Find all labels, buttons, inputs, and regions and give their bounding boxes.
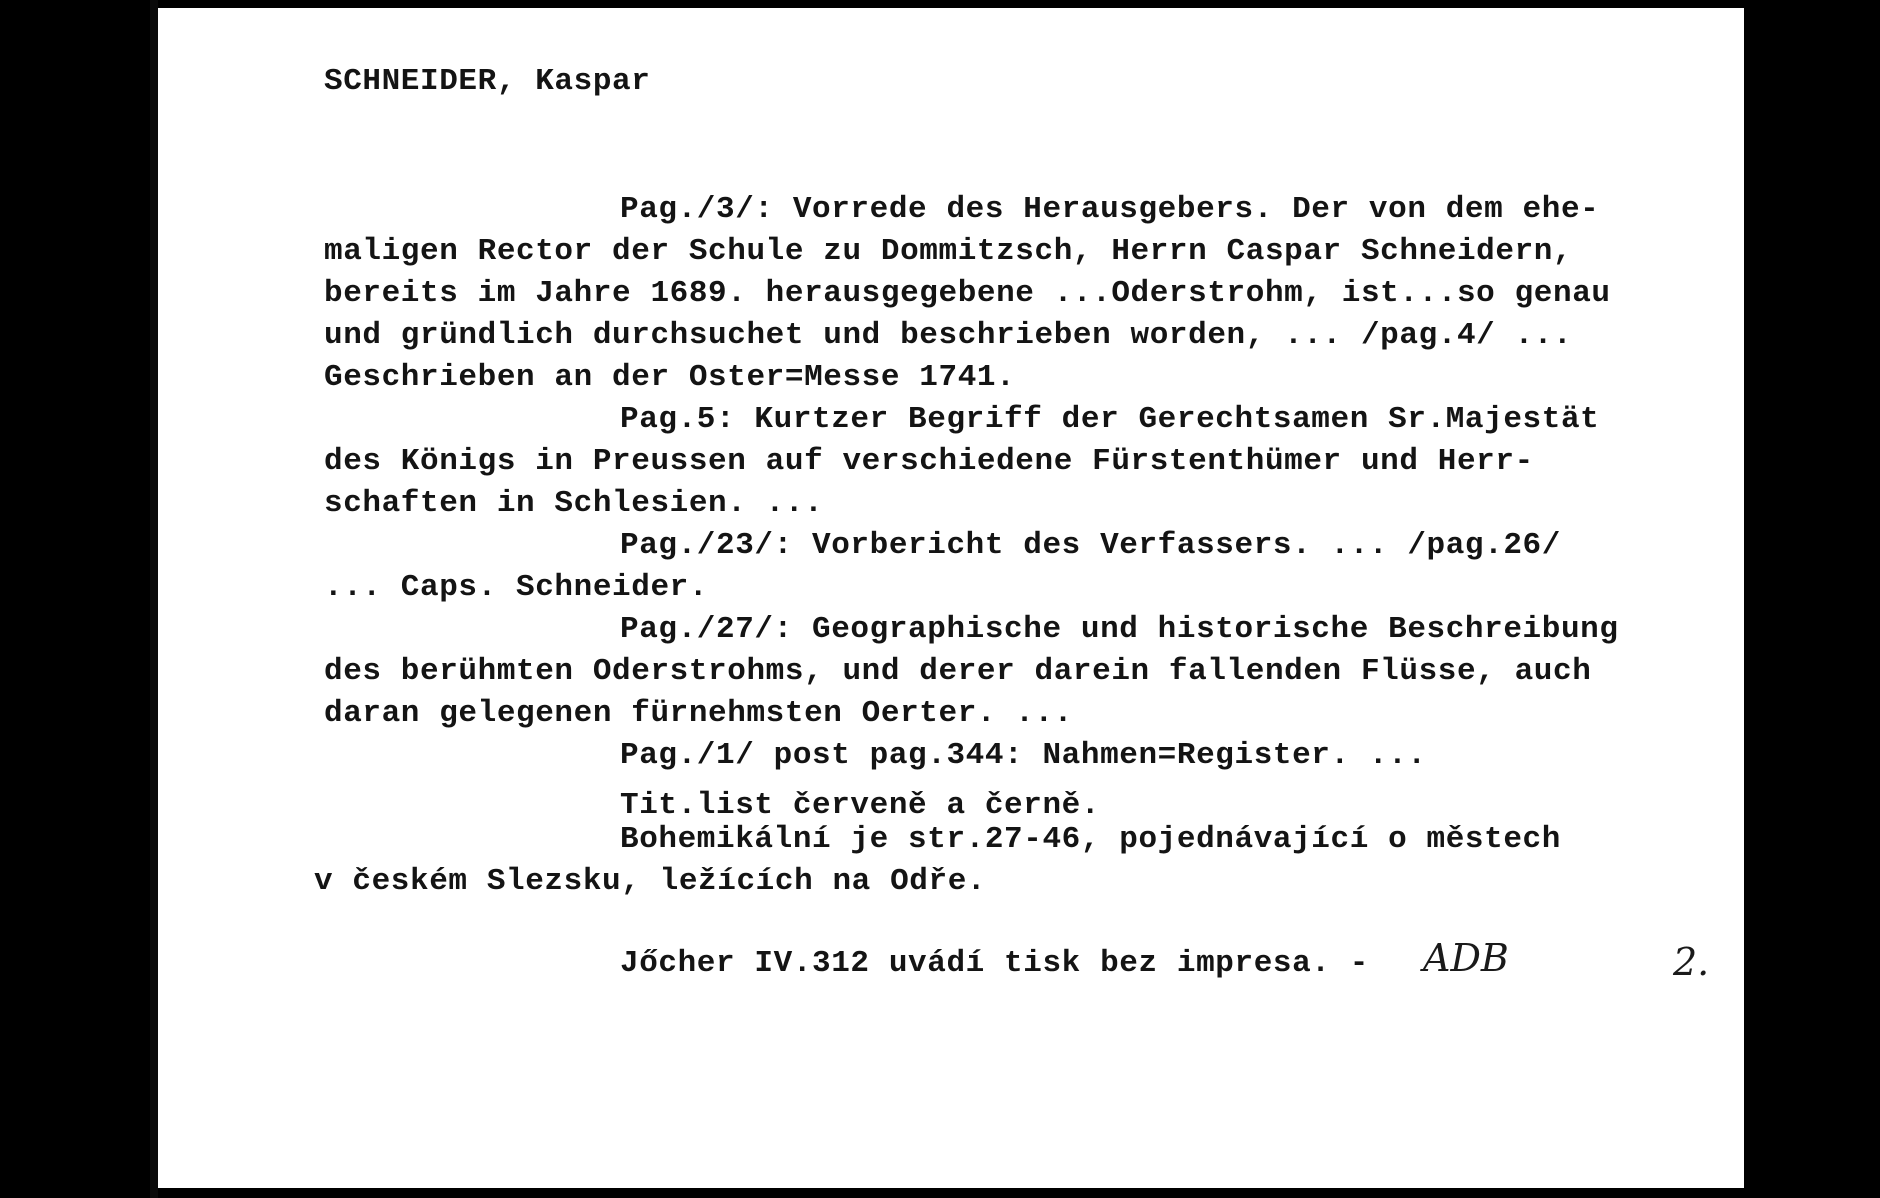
text-line: Pag./3/: Vorrede des Herausgebers. Der von dem ehe-: [620, 192, 1600, 227]
text-line: bereits im Jahre 1689. herausgegebene ...Oderstrohm, ist...so genau: [324, 276, 1611, 311]
text-line: Pag./1/ post pag.344: Nahmen=Register. ...: [620, 738, 1427, 773]
scan-border: [150, 0, 158, 1198]
card-heading: SCHNEIDER, Kaspar: [324, 64, 651, 99]
handwritten-note: ADB: [1423, 936, 1509, 980]
text-line: Jőcher IV.312 uvádí tisk bez impresa. -: [620, 946, 1369, 981]
text-line: und gründlich durchsuchet und beschrieben worden, ... /pag.4/ ...: [324, 318, 1573, 353]
text-line: Geschrieben an der Oster=Messe 1741.: [324, 360, 1016, 395]
text-line: daran gelegenen fürnehmsten Oerter. ...: [324, 696, 1073, 731]
text-line: Pag./23/: Vorbericht des Verfassers. ... /pag.26/: [620, 528, 1561, 563]
text-line: ... Caps. Schneider.: [324, 570, 709, 605]
text-line: v českém Slezsku, ležících na Odře.: [314, 864, 987, 899]
text-line: Pag./27/: Geographische und historische Beschreibung: [620, 612, 1619, 647]
catalog-card: [158, 8, 1744, 1188]
text-line: schaften in Schlesien. ...: [324, 486, 824, 521]
text-line: Tit.list červeně a černě.: [620, 788, 1101, 823]
text-line: maligen Rector der Schule zu Dommitzsch, Herrn Caspar Schneidern,: [324, 234, 1573, 269]
text-line: Bohemikální je str.27-46, pojednávající o městech: [620, 822, 1561, 857]
text-line: des berühmten Oderstrohms, und derer darein fallenden Flüsse, auch: [324, 654, 1592, 689]
text-line: des Königs in Preussen auf verschiedene Fürstenthümer und Herr-: [324, 444, 1534, 479]
page-number: 2.: [1673, 940, 1710, 984]
text-line: Pag.5: Kurtzer Begriff der Gerechtsamen Sr.Majestät: [620, 402, 1600, 437]
